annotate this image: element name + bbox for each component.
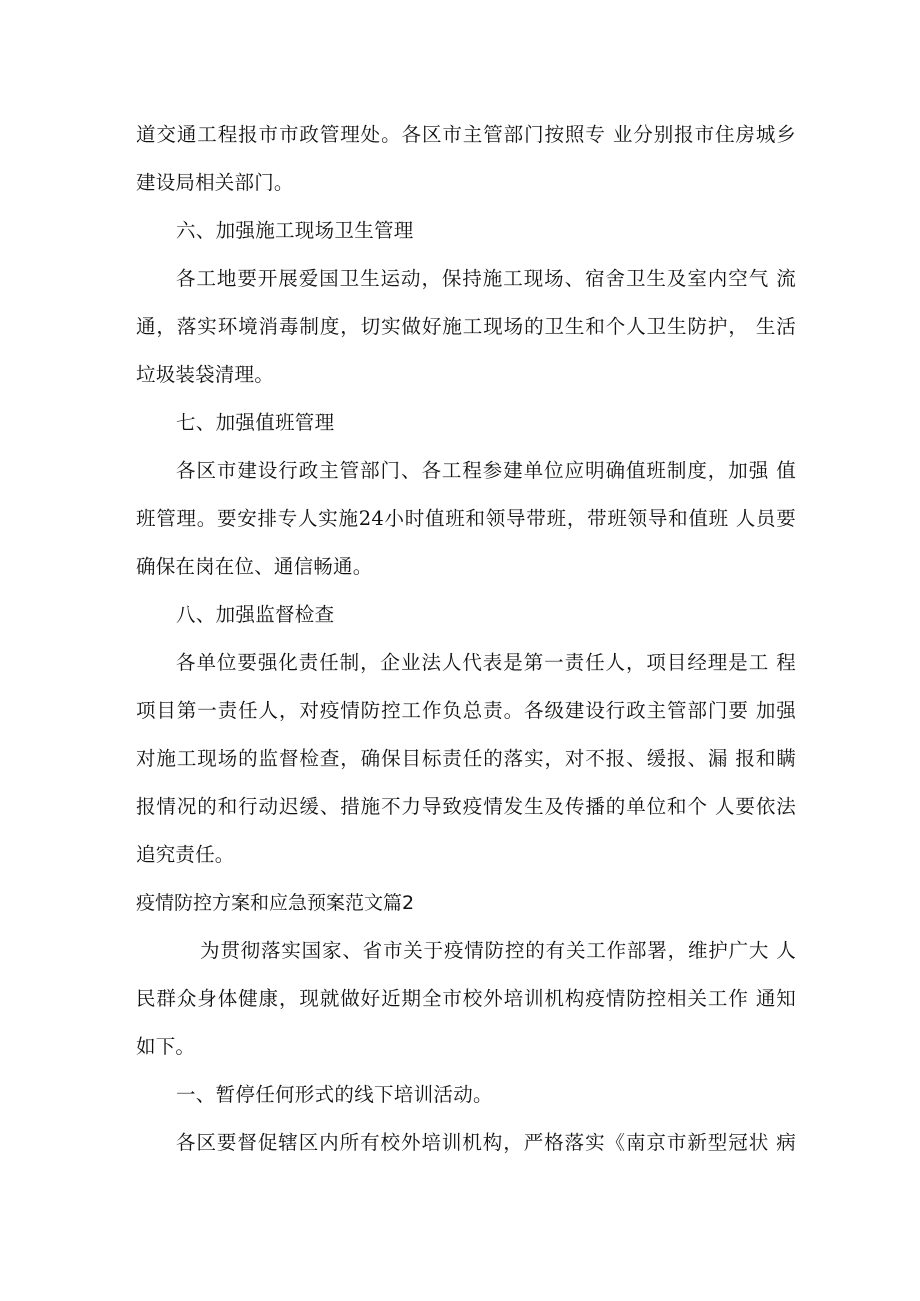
section-title: 疫情防控方案和应急预案范文篇2: [136, 892, 415, 914]
paragraph-8-line-3: 对施工现场的监督检查，确保目标责任的落实，对不报、缓报、漏 报和瞒: [136, 747, 796, 770]
heading-1: 一、暂停任何形式的线下培训活动。: [176, 1083, 493, 1106]
heading-8: 八、加强监督检查: [176, 603, 335, 626]
paragraph-6-line-3: 垃圾装袋清理。: [136, 363, 274, 386]
paragraph-8-line-1: 各单位要强化责任制，企业法人代表是第一责任人，项目经理是工 程: [176, 651, 796, 674]
paragraph-8-line-5: 追究责任。: [136, 843, 235, 866]
heading-7: 七、加强值班管理: [176, 411, 335, 434]
paragraph-8-line-2: 项目第一责任人，对疫情防控工作负总责。各级建设行政主管部门要 加强: [136, 699, 796, 722]
paragraph-6-line-1: 各工地要开展爱国卫生运动，保持施工现场、宿舍卫生及室内空气 流: [176, 267, 796, 290]
paragraph-intro-line-2: 民群众身体健康，现就做好近期全市校外培训机构疫情防控相关工作 通知: [136, 987, 796, 1010]
paragraph-1-line-1: 道交通工程报市市政管理处。各区市主管部门按照专 业分别报市住房城乡: [136, 123, 796, 146]
paragraph-1-line-2: 建设局相关部门。: [136, 171, 294, 194]
paragraph-intro-line-1: 为贯彻落实国家、省市关于疫情防控的有关工作部署，维护广大 人: [200, 939, 796, 962]
heading-6: 六、加强施工现场卫生管理: [176, 219, 414, 242]
paragraph-7-line-1: 各区市建设行政主管部门、各工程参建单位应明确值班制度，加强 值: [176, 459, 796, 482]
paragraph-6-line-2: 通，落实环境消毒制度，切实做好施工现场的卫生和个人卫生防护， 生活: [136, 315, 796, 338]
paragraph-8-line-4: 报情况的和行动迟缓、措施不力导致疫情发生及传播的单位和个 人要依法: [136, 795, 796, 818]
paragraph-intro-line-3: 如下。: [136, 1035, 196, 1058]
paragraph-last-line-1: 各区要督促辖区内所有校外培训机构，严格落实《南京市新型冠状 病: [176, 1131, 796, 1154]
paragraph-7-line-3: 确保在岗在位、通信畅通。: [136, 555, 373, 578]
paragraph-7-line-2: 班管理。要安排专人实施24小时值班和领导带班，带班领导和值班 人员要: [136, 507, 796, 530]
